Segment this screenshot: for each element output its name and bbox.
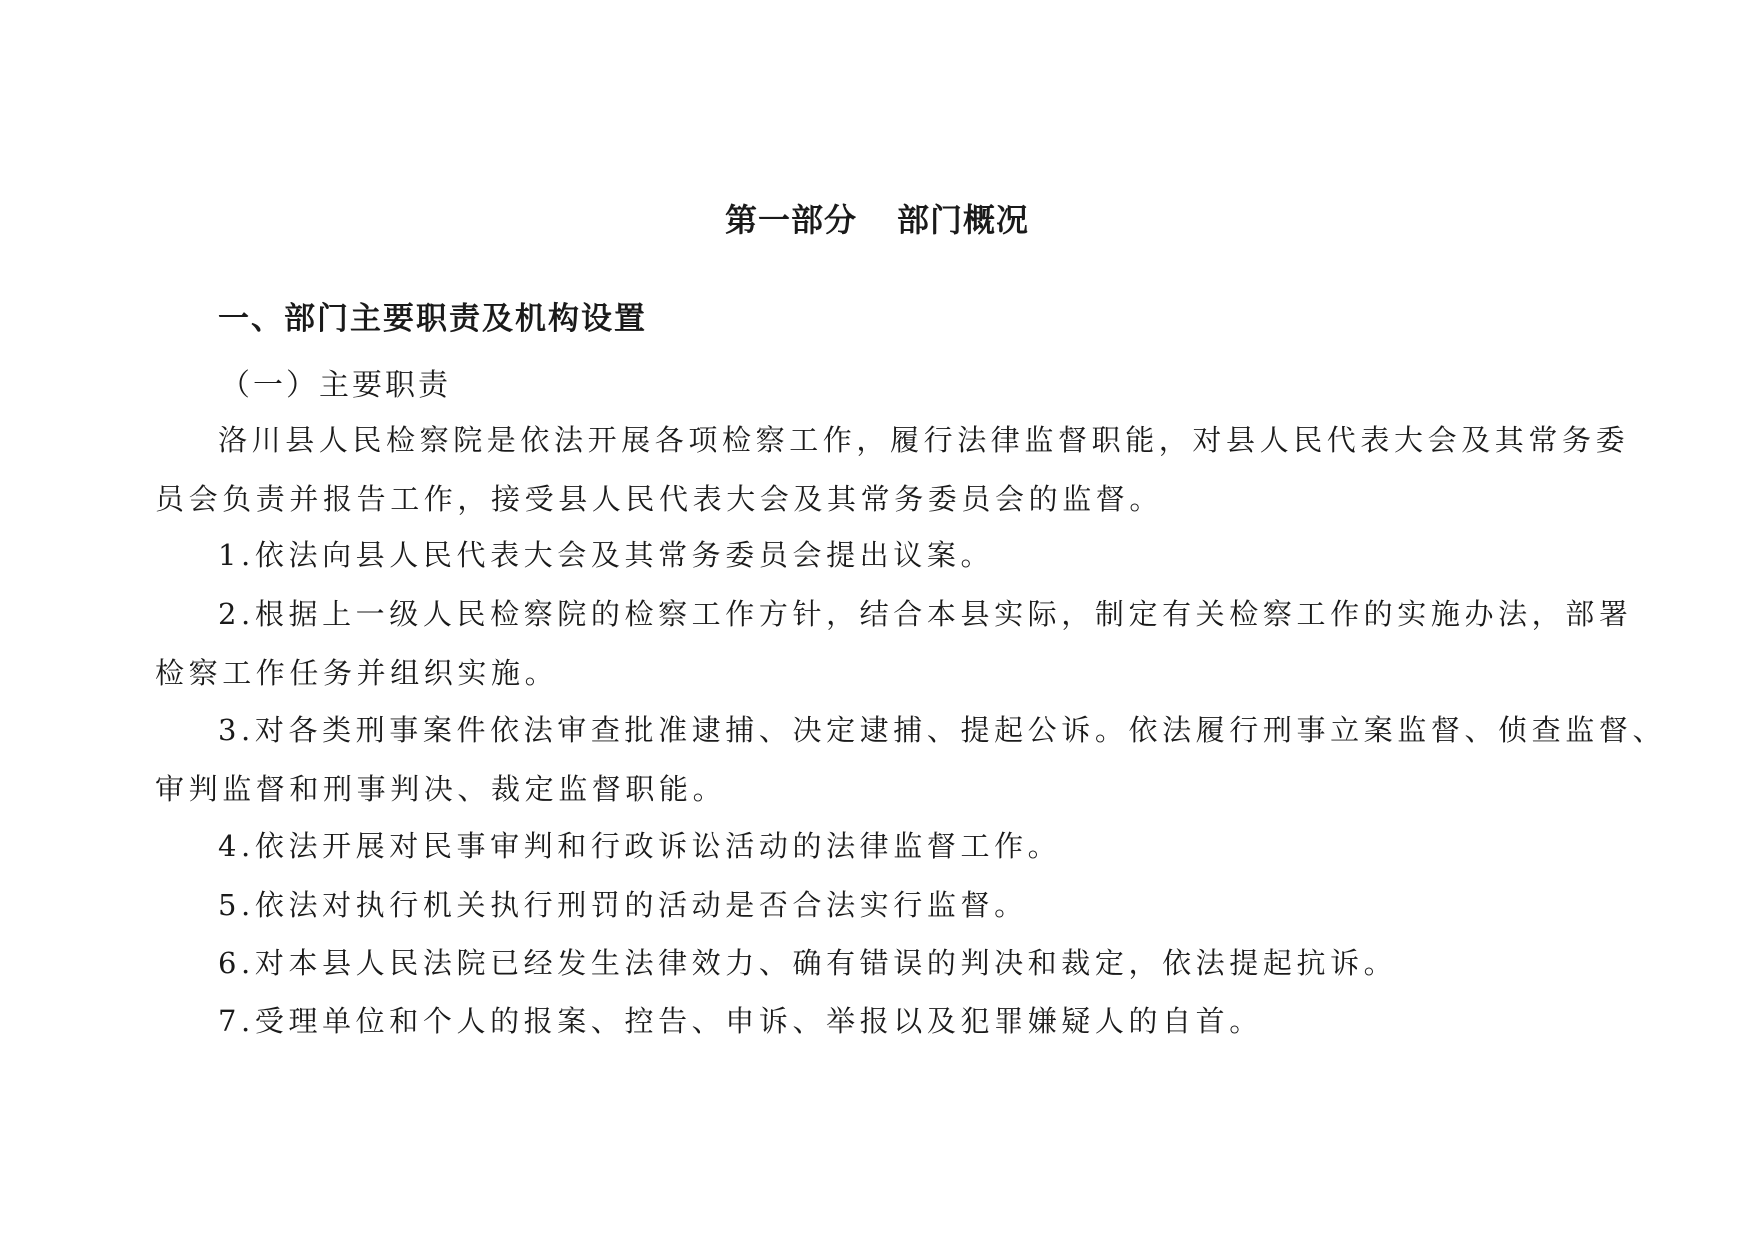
intro-line-2: 员会负责并报告工作，接受县人民代表大会及其常务委员会的监督。 (155, 482, 1164, 516)
duty-item-6-text: 6.对本县人民法院已经发生法律效力、确有错误的判决和裁定，依法提起抗诉。 (218, 946, 1398, 980)
duty-item-2-line-2: 检察工作任务并组织实施。 (155, 656, 559, 690)
duty-item-2-line-1: 2.根据上一级人民检察院的检察工作方针，结合本县实际，制定有关检察工作的实施办法，部署 (218, 597, 1633, 631)
part-title (0, 196, 1754, 244)
duty-item-4-text: 4.依法开展对民事审判和行政诉讼活动的法律监督工作。 (218, 829, 1062, 863)
duty-item-7-text: 7.受理单位和个人的报案、控告、申诉、举报以及犯罪嫌疑人的自首。 (218, 1004, 1263, 1038)
intro-line-1: 洛川县人民检察院是依法开展各项检察工作，履行法律监督职能，对县人民代表大会及其常务委 (218, 423, 1630, 457)
duty-item-7 (155, 992, 1615, 1051)
duty-item-3-line-2: 审判监督和刑事判决、裁定监督职能。 (155, 772, 727, 806)
duty-item-5 (155, 876, 1615, 935)
duty-item-3-line-1: 3.对各类刑事案件依法审查批准逮捕、决定逮捕、提起公诉。依法履行刑事立案监督、侦查监督、 (218, 713, 1667, 747)
intro-paragraph (155, 411, 1630, 529)
duty-item-5-text: 5.依法对执行机关执行刑罚的活动是否合法实行监督。 (218, 888, 1028, 922)
part-title-number: 第一部分 (724, 201, 857, 239)
duty-item-3 (155, 701, 1667, 819)
duty-item-1-text: 1.依法向县人民代表大会及其常务委员会提出议案。 (218, 538, 995, 572)
section-heading: 一、部门主要职责及机构设置 (218, 301, 647, 337)
sub-heading: （一）主要职责 (220, 368, 451, 403)
duty-item-6 (155, 934, 1615, 993)
duty-item-1 (155, 526, 1615, 585)
part-title-name: 部门概况 (897, 201, 1030, 239)
duty-item-2 (155, 585, 1633, 703)
duty-item-4 (155, 817, 1615, 876)
